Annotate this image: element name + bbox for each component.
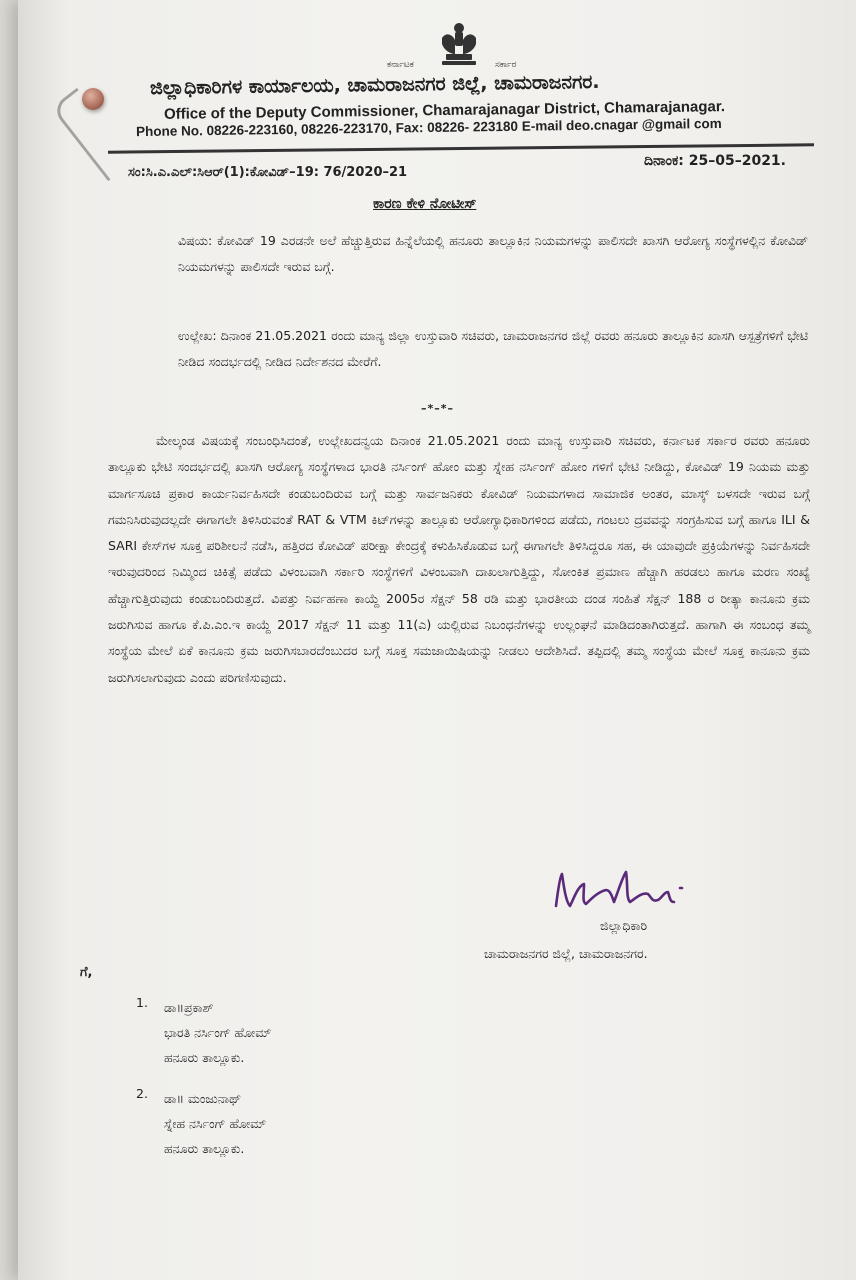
seal-text-left: ಕರ್ನಾಟಕ <box>387 60 414 70</box>
recipient-place: ಹನೂರು ತಾಲ್ಲೂಕು. <box>164 1050 245 1065</box>
recipient-list <box>136 995 271 1177</box>
reference-number: ಸಂ:ಸಿ.ಎ.ಎಲ್:ಸಿಆರ್(1):ಕೋವಿಡ್–19: 76/2020–21 <box>128 165 408 180</box>
notice-body: ಮೇಲ್ಕಂಡ ವಿಷಯಕ್ಕೆ ಸಂಬಂಧಿಸಿದಂತೆ, ಉಲ್ಲೇಖದನ್ವಯ ದಿನಾಂಕ 21.05.2021 ರಂದು ಮಾನ್ಯ ಉಸ್ತುವಾರಿ ಸಚಿವರು, ಕರ್ನಾಟಕ ಸರ್ಕಾರ ರವರು ಹನೂರು ತಾಲ್ಲೂಕು ಭೇಟಿ ಸಂದರ್ಭದಲ್ಲಿ ಖಾಸಗಿ ಆರೋಗ್ಯ ಸಂಸ್ಥೆಗಳಾದ ಭಾರತಿ ನರ್ಸಿಂಗ್ ಹೋಂ ಮತ್ತು ಸ್ನೇಹ ನರ್ಸಿಂಗ್ ಹೋಂ ಗಳಿಗೆ ಭೇಟಿ ನೀಡಿದ್ದು, ಕೋವಿಡ್ 19 ನಿಯಮ ಮತ್ತು ಮಾರ್ಗಸೂಚಿ ಪ್ರಕಾರ ಕಾರ್ಯನಿರ್ವಹಿಸದೇ ಕಂಡುಬಂದಿರುವ ಬಗ್ಗೆ ಮತ್ತು ಸಾರ್ವಜನಿಕರು ಕೋವಿಡ್ ನಿಯಮಗಳಾದ ಸಾಮಾಜಿಕ ಅಂತರ, ಮಾಸ್ಕ್ ಬಳಸದೇ ಇರುವ ಬಗ್ಗೆ ಗಮನಿಸಿರುವುದಲ್ಲದೇ ಈಗಾಗಲೇ ತಿಳಿಸಿರುವಂತೆ RAT & VTM ಕಿಟ್‌ಗಳನ್ನು ತಾಲ್ಲೂಕು ಆರೋಗ್ಯಾಧಿಕಾರಿಗಳಿಂದ ಪಡೆದು, ಗಂಟಲು ದ್ರವವನ್ನು ಸಂಗ್ರಹಿಸುವ ಬಗ್ಗೆ ಹಾಗೂ ILI & SARI ಕೇಸ್‌ಗಳ ಸೂಕ್ತ ಪರಿಶೀಲನೆ ನಡೆಸಿ, ಹತ್ತಿರದ ಕೋವಿಡ್ ಪರೀಕ್ಷಾ ಕೇಂದ್ರಕ್ಕೆ ಕಳುಹಿಸಿಕೊಡುವ ಬಗ್ಗೆ ಈಗಾಗಲೇ ತಿಳಿಸಿದ್ದರೂ ಸಹ, ಈ ಯಾವುದೇ ಪ್ರಕ್ರಿಯೆಗಳನ್ನು ನಿರ್ವಹಿಸದೇ ಇರುವುದರಿಂದ ನಿಮ್ಮಿಂದ ಚಿಕಿತ್ಸೆ ಪಡೆದು ವಿಳಂಬವಾಗಿ ಸರ್ಕಾರಿ ಸಂಸ್ಥೆಗಳಿಗೆ ವಿಳಂಬವಾಗಿ ದಾಖಲಾಗುತ್ತಿದ್ದು, ಸೋಂಕಿತ ಪ್ರಮಾಣ ಹೆಚ್ಚಾಗಿ ಹರಡಲು ಹಾಗೂ ಮರಣ ಸಂಖ್ಯೆ ಹೆಚ್ಚಾಗುತ್ತಿರುವುದು ಕಂಡುಬಂದಿರುತ್ತದೆ. ವಿಪತ್ತು ನಿರ್ವಹಣಾ ಕಾಯ್ದೆ 2005ರ ಸೆಕ್ಷನ್ 58 ರಡಿ ಮತ್ತು ಭಾರತೀಯ ದಂಡ ಸಂಹಿತೆ ಸೆಕ್ಷನ್ 188 ರ ರೀತ್ಯಾ ಕಾನೂನು ಕ್ರಮ ಜರುಗಿಸುವ ಹಾಗೂ ಕೆ.ಪಿ.ಎಂ.ಇ ಕಾಯ್ದೆ 2017 ಸೆಕ್ಷನ್ 11 ಮತ್ತು 11(ಎ) ಯಲ್ಲಿರುವ ನಿಬಂಧನೆಗಳನ್ನು ಉಲ್ಲಂಘನೆ ಮಾಡಿದಂತಾಗಿರುತ್ತದೆ. ಹಾಗಾಗಿ ಈ ಸಂಬಂಧ ತಮ್ಮ ಸಂಸ್ಥೆಯ ಮೇಲೆ ಏಕೆ ಕಾನೂನು ಕ್ರಮ ಜರುಗಿಸಬಾರದೆಂಬುದರ ಬಗ್ಗೆ ಸೂಕ್ತ ಸಮಜಾಯಿಷಿಯನ್ನು ನೀಡಲು ಆದೇಶಿಸಿದೆ. ತಪ್ಪಿದಲ್ಲಿ ತಮ್ಮ ಸಂಸ್ಥೆಯ ಮೇಲೆ ಸೂಕ್ತ ಕಾನೂನು ಕ್ರಮ ಜರುಗಿಸಲಾಗುವುದು ಎಂದು ಪರಿಗಣಿಸುವುದು. <box>108 433 810 685</box>
notice-title: ಕಾರಣ ಕೇಳಿ ನೋಟೀಸ್ <box>373 196 477 212</box>
seal-text-right: ಸರ್ಕಾರ <box>495 60 517 70</box>
subject-paragraph: ವಿಷಯ: ಕೋವಿಡ್ 19 ಎರಡನೇ ಅಲೆ ಹೆಚ್ಚುತ್ತಿರುವ ಹಿನ್ನೆಲೆಯಲ್ಲಿ ಹನೂರು ತಾಲ್ಲೂಕಿನ ನಿಯಮಗಳನ್ನು ಪಾಲಿಸದೇ ಖಾಸಗಿ ಆರೋಗ್ಯ ಸಂಸ್ಥೆಗಳಲ್ಲಿನ ಕೋವಿಡ್ ನಿಯಮಗಳನ್ನು ಪಾಲಿಸದೇ ಇರುವ ಬಗ್ಗೆ. <box>178 233 808 274</box>
contact-line: Phone No. 08226-223160, 08226-223170, Fax: 08226- 223180 E-mail deo.cnagar @gmail com <box>135 115 722 140</box>
government-emblem-icon <box>436 20 482 68</box>
recipient-organisation: ಭಾರತಿ ನರ್ಸಿಂಗ್ ಹೋಮ್ <box>164 1025 272 1040</box>
office-name-kannada: ಜಿಲ್ಲಾಧಿಕಾರಿಗಳ ಕಾರ್ಯಾಲಯ, ಚಾಮರಾಜನಗರ ಜಿಲ್ಲೆ, ಚಾಮರಾಜನಗರ. <box>149 70 600 100</box>
signature <box>548 868 768 928</box>
separator: –*–*– <box>421 402 455 415</box>
recipient-name: ಡಾ॥ಪ್ರಕಾಶ್ <box>164 1000 214 1015</box>
reference-paragraph: ಉಲ್ಲೇಖ: ದಿನಾಂಕ 21.05.2021 ರಂದು ಮಾನ್ಯ ಜಿಲ್ಲಾ ಉಸ್ತುವಾರಿ ಸಚಿವರು, ಚಾಮರಾಜನಗರ ಜಿಲ್ಲೆ ರವರು ಹನೂರು ತಾಲ್ಲೂಕಿನ ಖಾಸಗಿ ಆಸ್ಪತ್ರೆಗಳಿಗೆ ಭೇಟಿ ನೀಡಿದ ಸಂದರ್ಭದಲ್ಲಿ ನೀಡಿದ ನಿರ್ದೇಶನದ ಮೇರೆಗೆ. <box>178 328 808 369</box>
to-label: ಗೆ, <box>80 965 93 980</box>
recipient-item <box>136 1086 271 1161</box>
recipient-name: ಡಾ॥ ಮಂಜುನಾಥ್ <box>164 1091 242 1106</box>
recipient-item <box>136 995 271 1070</box>
office-name-english: Office of the Deputy Commissioner, Chamarajanagar District, Chamarajanagar. <box>163 98 726 123</box>
signatory-office: ಚಾಮರಾಜನಗರ ಜಿಲ್ಲೆ, ಚಾಮರಾಜನಗರ. <box>484 946 648 961</box>
document-page <box>18 0 856 1280</box>
recipient-organisation: ಸ್ನೇಹ ನರ್ಸಿಂಗ್ ಹೋಮ್ <box>164 1116 267 1131</box>
signatory-title: ಜಿಲ್ಲಾಧಿಕಾರಿ <box>600 918 648 933</box>
recipient-number: 2. <box>136 1086 148 1101</box>
recipient-place: ಹನೂರು ತಾಲ್ಲೂಕು. <box>164 1141 245 1156</box>
notice-date: ದಿನಾಂಕ: 25–05–2021. <box>644 153 786 169</box>
recipient-number: 1. <box>136 995 148 1010</box>
push-pin-icon <box>82 88 104 110</box>
